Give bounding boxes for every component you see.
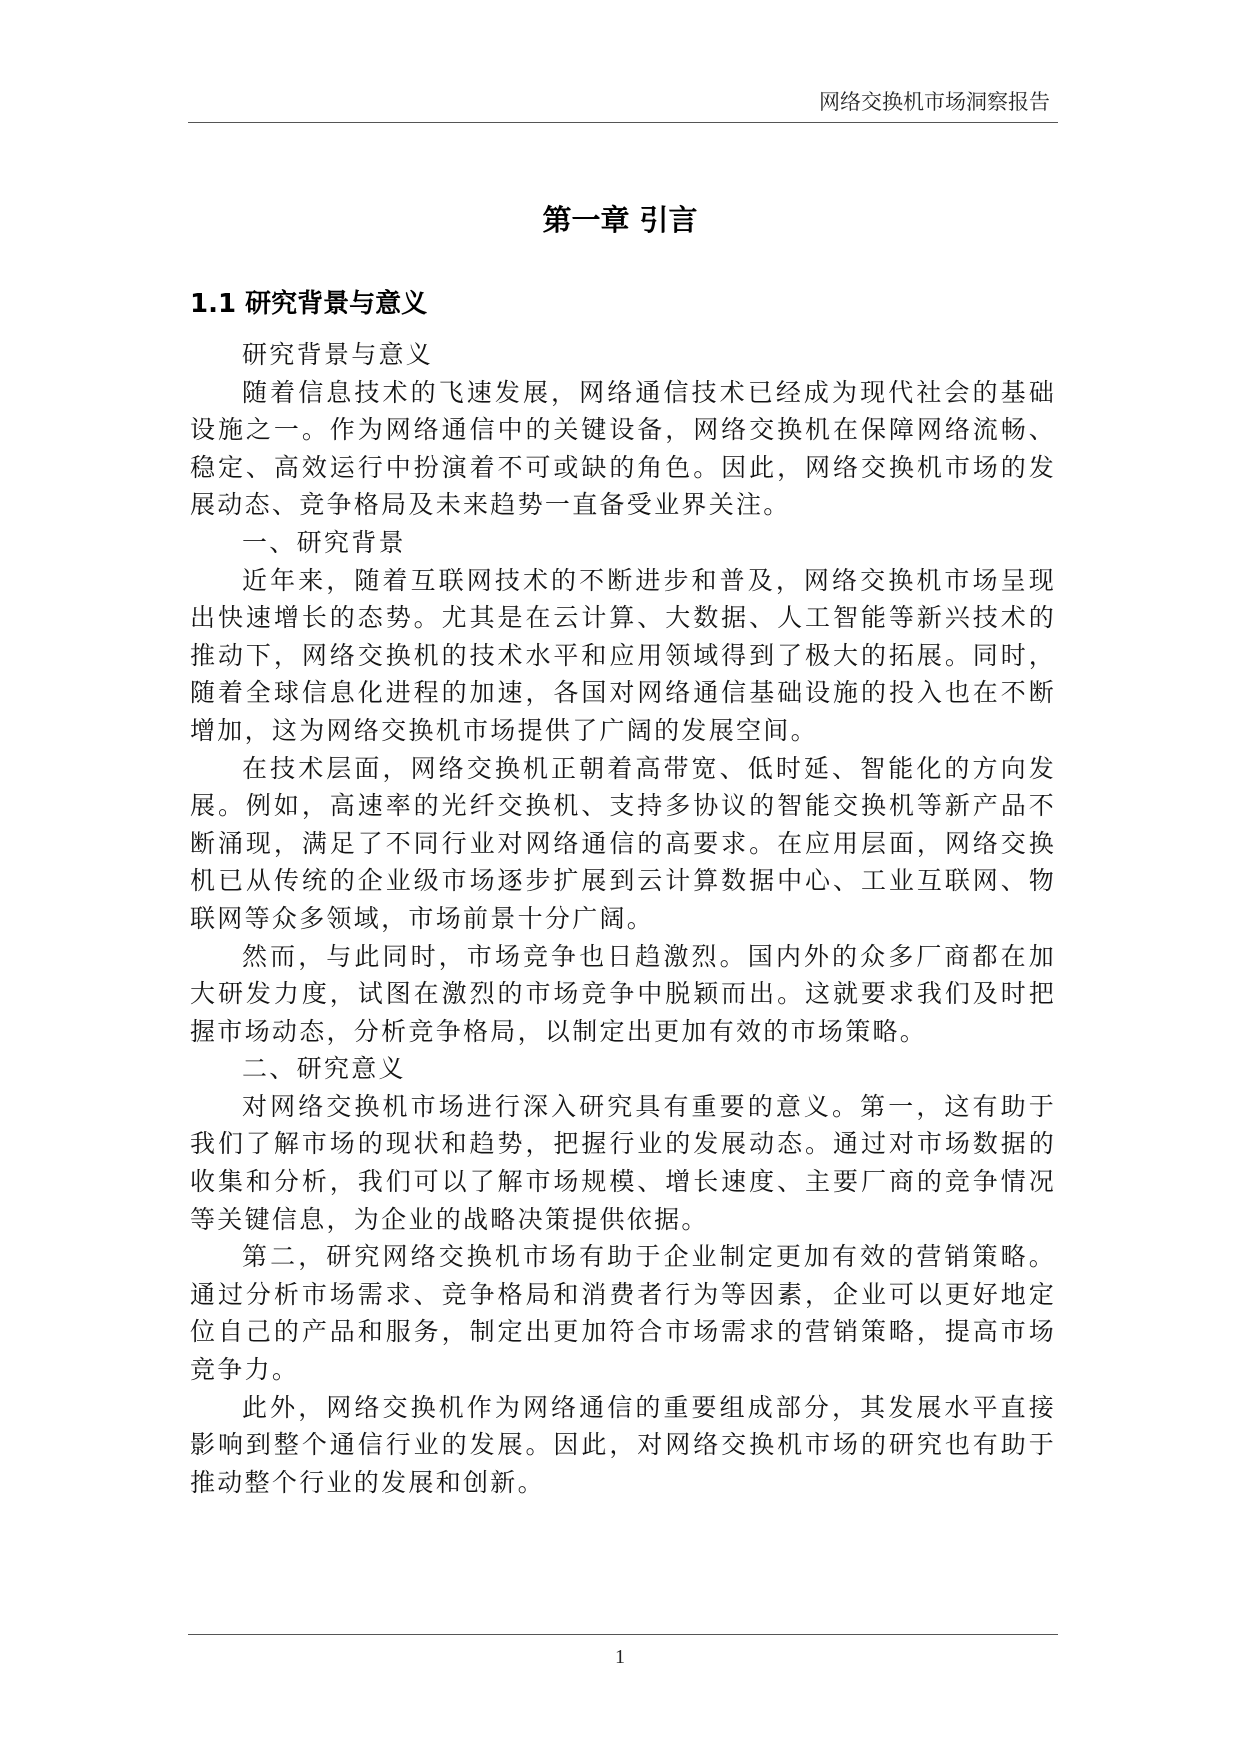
page-number: 1 xyxy=(615,1646,625,1668)
paragraph-technology: 在技术层面，网络交换机正朝着高带宽、低时延、智能化的方向发展。例如，高速率的光纤交换机、支持多协议的智能交换机等新产品不断涌现，满足了不同行业对网络通信的高要求。在应用层面，网络交换机已从传统的企业级市场逐步扩展到云计算数据中心、工业互联网、物联网等众多领域，市场前景十分广阔。 xyxy=(190,753,1056,933)
paragraph-intro: 随着信息技术的飞速发展，网络通信技术已经成为现代社会的基础设施之一。作为网络通信中的关键设备，网络交换机在保障网络流畅、稳定、高效运行中扮演着不可或缺的角色。因此，网络交换机市场的发展动态、竞争格局及未来趋势一直备受业界关注。 xyxy=(190,377,1056,520)
paragraph-competition: 然而，与此同时，市场竞争也日趋激烈。国内外的众多厂商都在加大研发力度，试图在激烈的市场竞争中脱颖而出。这就要求我们及时把握市场动态，分析竞争格局，以制定出更加有效的市场策略。 xyxy=(190,941,1056,1046)
paragraph-background-heading: 一、研究背景 xyxy=(242,527,406,557)
paragraph-background: 近年来，随着互联网技术的不断进步和普及，网络交换机市场呈现出快速增长的态势。尤其是在云计算、大数据、人工智能等新兴技术的推动下，网络交换机的技术水平和应用领域得到了极大的拓展。同时，随着全球信息化进程的加速，各国对网络通信基础设施的投入也在不断增加，这为网络交换机市场提供了广阔的发展空间。 xyxy=(190,565,1056,745)
paragraph-significance-second: 第二，研究网络交换机市场有助于企业制定更加有效的营销策略。通过分析市场需求、竞争格局和消费者行为等因素，企业可以更好地定位自己的产品和服务，制定出更加符合市场需求的营销策略，提高市场竞争力。 xyxy=(190,1242,1056,1385)
paragraph-significance-additional: 此外，网络交换机作为网络通信的重要组成部分，其发展水平直接影响到整个通信行业的发展。因此，对网络交换机市场的研究也有助于推动整个行业的发展和创新。 xyxy=(190,1392,1056,1497)
footer-rule xyxy=(188,1634,1058,1635)
running-header-title: 网络交换机市场洞察报告 xyxy=(819,90,1050,114)
section-heading: 1.1 研究背景与意义 xyxy=(190,289,428,319)
body-text xyxy=(190,336,1056,1501)
paragraph-intro-label: 研究背景与意义 xyxy=(242,340,434,369)
paragraph-significance-heading: 二、研究意义 xyxy=(242,1054,406,1084)
paragraph-significance-first: 对网络交换机市场进行深入研究具有重要的意义。第一，这有助于我们了解市场的现状和趋势，把握行业的发展动态。通过对市场数据的收集和分析，我们可以了解市场规模、增长速度、主要厂商的竞争情况等关键信息，为企业的战略决策提供依据。 xyxy=(190,1091,1056,1234)
chapter-title: 第一章 引言 xyxy=(542,203,698,237)
page-header xyxy=(188,76,1058,123)
